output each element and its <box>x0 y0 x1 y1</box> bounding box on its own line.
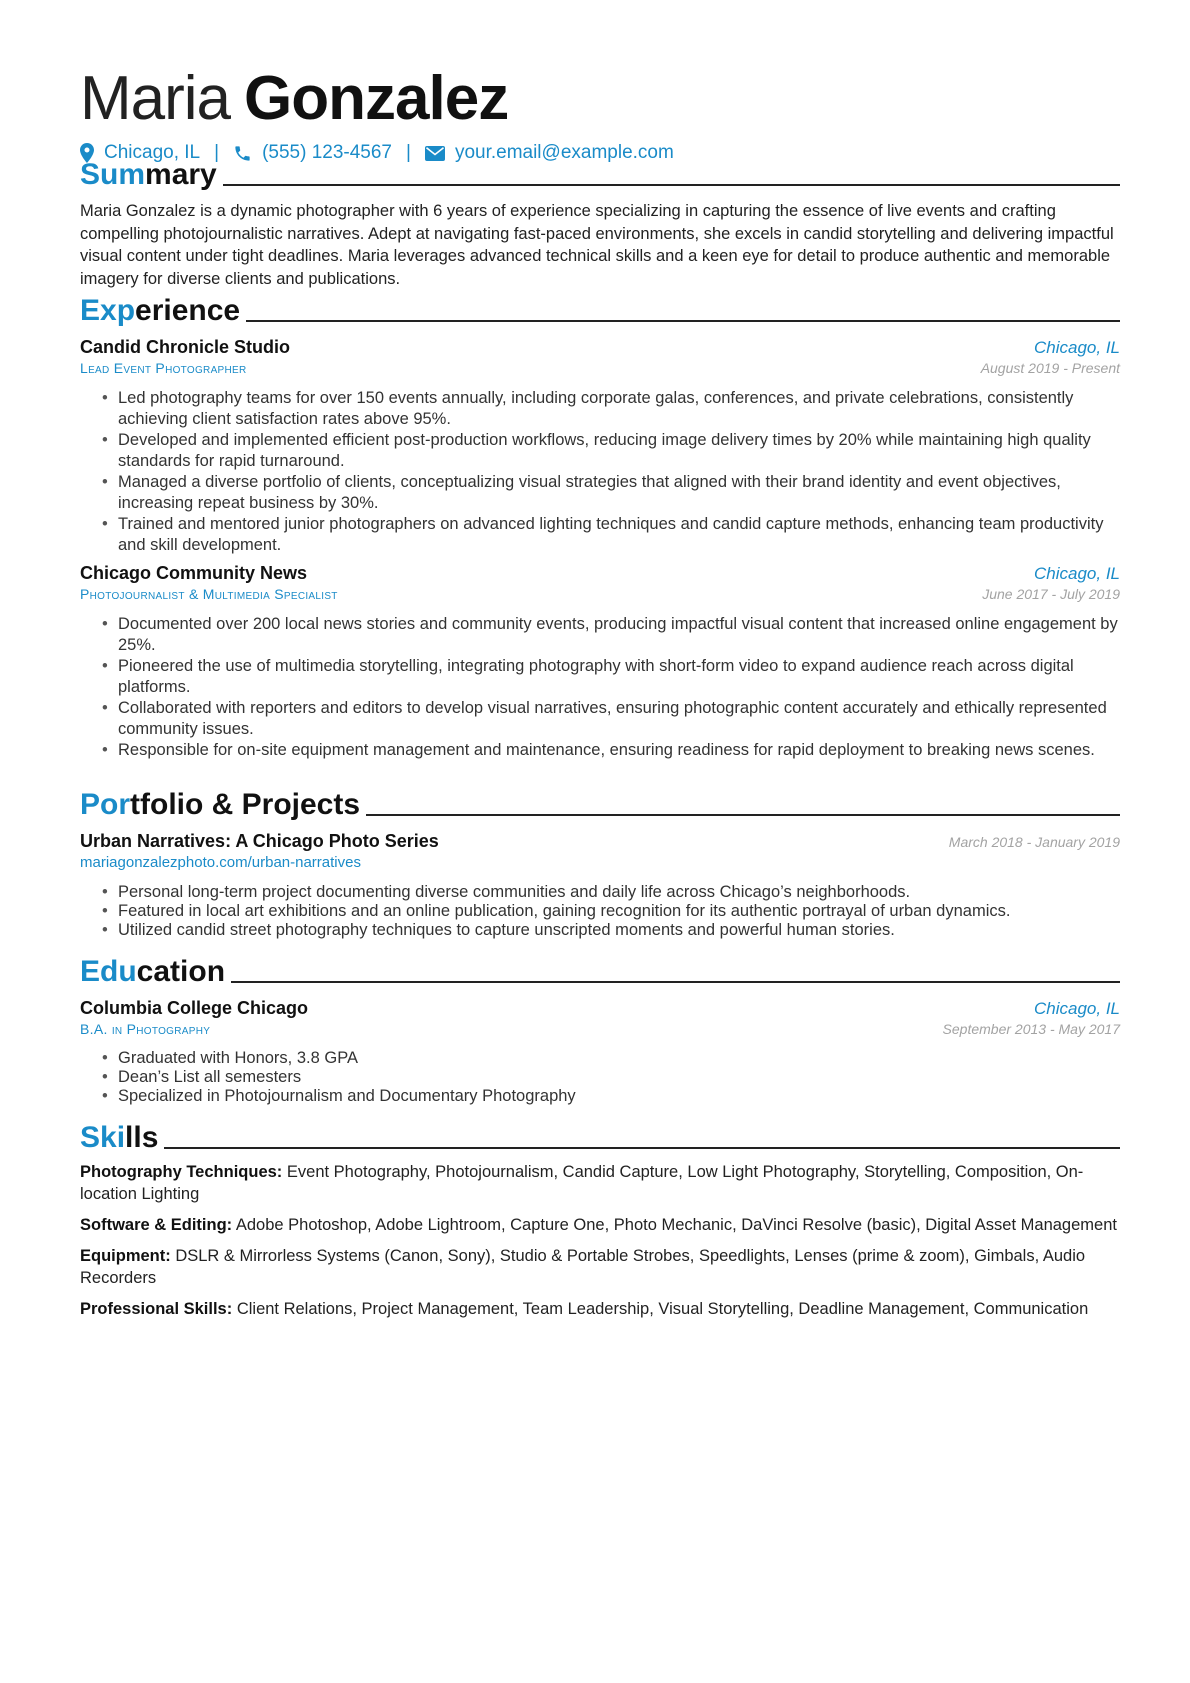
list-item: • Developed and implemented efficient post-production workflows, reducing image delivery times by 20% while maintaining high quality standards for rapid turnaround. <box>80 430 1120 472</box>
section-title: Experience <box>80 294 241 327</box>
list-item: • Trained and mentored junior photographers on advanced lighting techniques and candid capture methods, enhancing team productivity and skill development. <box>80 514 1120 556</box>
degree: B.A. in Photography <box>80 1021 211 1037</box>
skill-label: Professional Skills: <box>80 1300 233 1318</box>
company-name: Chicago Community News <box>80 563 308 583</box>
list-item: • Graduated with Honors, 3.8 GPA <box>80 1049 1120 1068</box>
list-item: • Led photography teams for over 150 events annually, including corporate galas, conferences, and private celebrations, consistently achieving client satisfaction rates above 95%. <box>80 388 1120 430</box>
summary-section <box>80 200 1120 291</box>
summary-heading <box>80 160 1120 190</box>
section-rule <box>223 184 1120 186</box>
project-link[interactable]: mariagonzalezphoto.com/urban-narratives <box>80 854 361 871</box>
job-title: Photojournalist & Multimedia Specialist <box>80 586 338 602</box>
section-title: Education <box>80 955 226 988</box>
list-item: • Documented over 200 local news stories and community events, producing impactful visual content that increased online engagement by 25%. <box>80 614 1120 656</box>
list-item: • Collaborated with reporters and editors to develop visual narratives, ensuring photographic content accurately and ethically represented community issues. <box>80 698 1120 740</box>
education-dates: September 2013 - May 2017 <box>942 1021 1120 1037</box>
experience-entry <box>80 337 1120 556</box>
list-item: • Featured in local art exhibitions and an online publication, gaining recognition for its authentic portrayal of urban dynamics. <box>80 902 1120 921</box>
list-item: • Utilized candid street photography techniques to capture unscripted moments and powerful human stories. <box>80 921 1120 940</box>
last-name: Gonzalez <box>244 64 509 133</box>
summary-text: Maria Gonzalez is a dynamic photographer with 6 years of experience specializing in capturing the essence of live events and crafting compelling photojournalistic narratives. Adept at navigating fast-paced environments, she excels in candid storytelling and delivering impactful visual content under tight deadlines. Maria leverages advanced technical skills and a keen eye for detail to produce authentic and memorable imagery for diverse clients and publications. <box>80 202 1114 289</box>
school-name: Columbia College Chicago <box>80 998 309 1018</box>
phone-text: (555) 123-4567 <box>262 142 392 163</box>
job-dates: August 2019 - Present <box>980 360 1120 376</box>
skill-list: DSLR & Mirrorless Systems (Canon, Sony), Studio & Portable Strobes, Speedlights, Lenses (prime & zoom), Gimbals, Audio Recorders <box>80 1247 1086 1287</box>
skill-group <box>80 1161 1120 1205</box>
section-title: Summary <box>80 158 217 191</box>
skill-list: Adobe Photoshop, Adobe Lightroom, Capture One, Photo Mechanic, DaVinci Resolve (basic), Digital Asset Management <box>232 1216 1117 1234</box>
achievement-list <box>80 388 1120 556</box>
project-dates: March 2018 - January 2019 <box>948 834 1120 850</box>
list-item: • Pioneered the use of multimedia storytelling, integrating photography with short-form video to expand audience reach across digital platforms. <box>80 656 1120 698</box>
envelope-icon <box>425 146 445 161</box>
education-entry <box>80 998 1120 1106</box>
skill-group <box>80 1298 1120 1320</box>
project-entry <box>80 831 1120 940</box>
job-location: Chicago, IL <box>1034 564 1120 583</box>
resume-page <box>80 40 1120 1318</box>
contact-separator: | <box>214 142 220 163</box>
email-link[interactable]: your.email@example.com <box>454 142 674 163</box>
candidate-name <box>80 40 1120 133</box>
contact-separator: | <box>406 142 411 163</box>
skills-section <box>80 1161 1120 1329</box>
first-name: Maria <box>80 64 231 133</box>
experience-heading <box>80 296 1120 326</box>
education-heading <box>80 957 1120 987</box>
company-name: Candid Chronicle Studio <box>80 337 290 357</box>
school-location: Chicago, IL <box>1034 999 1120 1018</box>
skill-label: Software & Editing: <box>80 1216 233 1234</box>
experience-entry <box>80 563 1120 761</box>
list-item: • Personal long-term project documenting diverse communities and daily life across Chicago’s neighborhoods. <box>80 883 1120 902</box>
section-rule <box>231 981 1120 983</box>
section-rule <box>164 1147 1120 1149</box>
list-item: • Specialized in Photojournalism and Documentary Photography <box>80 1087 1120 1106</box>
skill-group <box>80 1214 1120 1236</box>
project-bullet-list <box>80 883 1120 940</box>
section-title: Portfolio & Projects <box>80 788 361 821</box>
list-item: • Dean’s List all semesters <box>80 1068 1120 1087</box>
achievement-list <box>80 614 1120 761</box>
section-rule <box>246 320 1120 322</box>
portfolio-heading <box>80 790 1120 820</box>
job-title: Lead Event Photographer <box>80 360 247 376</box>
list-item: • Responsible for on-site equipment management and maintenance, ensuring readiness for rapid deployment to breaking news scenes. <box>80 740 1120 761</box>
skill-label: Equipment: <box>80 1247 171 1265</box>
section-title: Skills <box>80 1121 159 1154</box>
location-text: Chicago, IL <box>104 142 201 163</box>
education-bullet-list <box>80 1049 1120 1106</box>
list-item: • Managed a diverse portfolio of clients, conceptualizing visual strategies that aligned with their brand identity and event objectives, increasing repeat business by 30%. <box>80 472 1120 514</box>
skill-group <box>80 1245 1120 1289</box>
job-dates: June 2017 - July 2019 <box>982 586 1120 602</box>
project-name: Urban Narratives: A Chicago Photo Series <box>80 831 439 851</box>
section-rule <box>366 814 1120 816</box>
skill-list: Event Photography, Photojournalism, Candid Capture, Low Light Photography, Storytelling, Composition, On-location Lighting <box>80 1163 1084 1203</box>
job-location: Chicago, IL <box>1034 338 1120 357</box>
skills-heading <box>80 1123 1120 1153</box>
skill-label: Photography Techniques: <box>80 1163 283 1181</box>
skill-list: Client Relations, Project Management, Team Leadership, Visual Storytelling, Deadline Management, Communication <box>232 1300 1089 1318</box>
